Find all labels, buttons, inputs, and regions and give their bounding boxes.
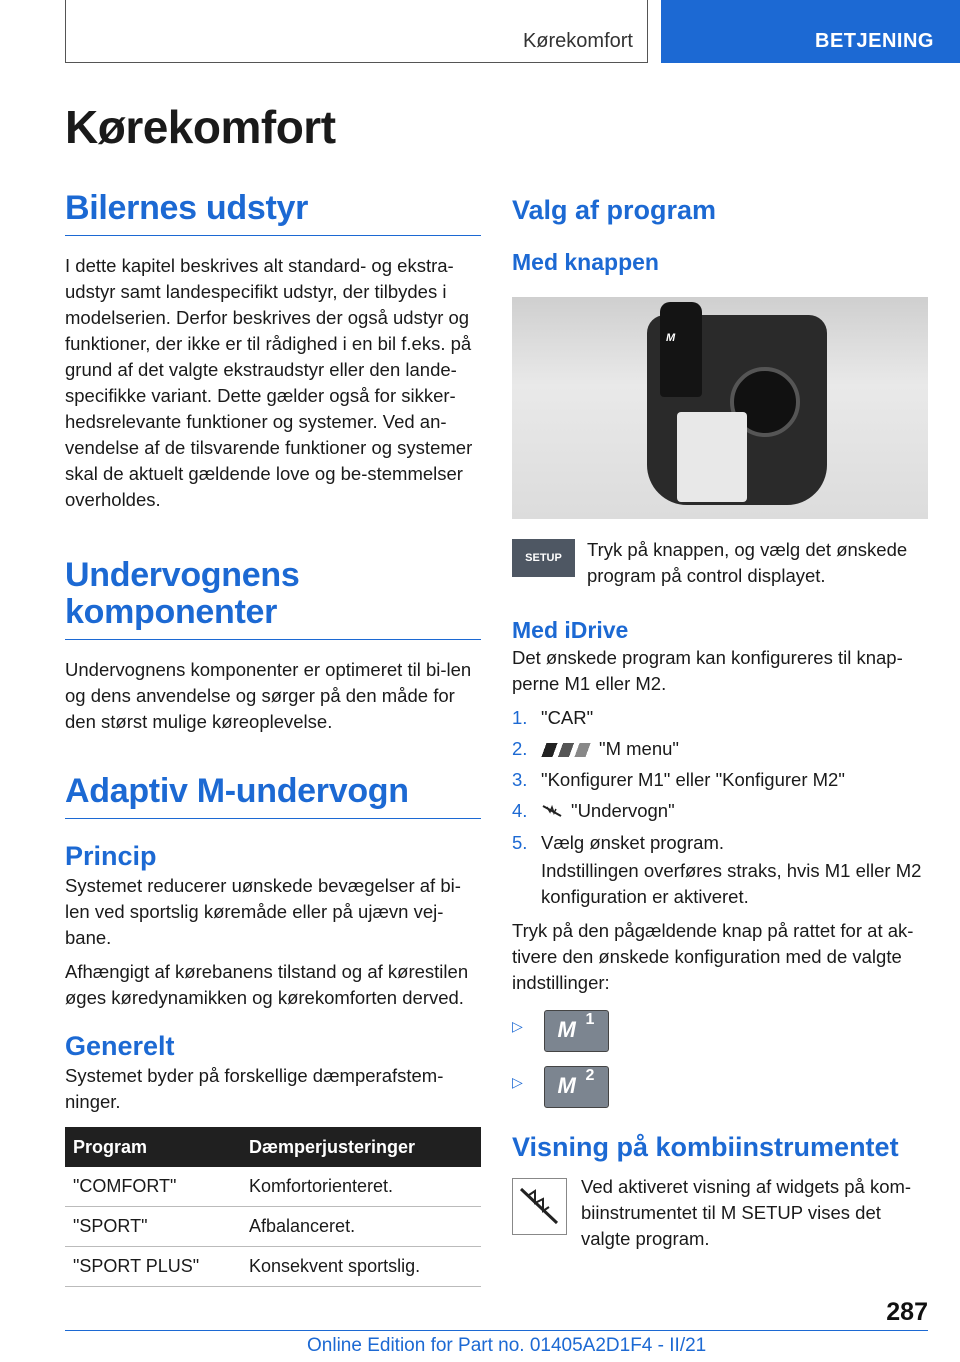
step-number: 1. (512, 707, 528, 728)
heading-valg-af-program: Valg af program (512, 195, 717, 225)
table-header-program: Program (65, 1127, 241, 1167)
table-cell-daemper: Afbalanceret. (241, 1207, 481, 1247)
setup-instruction (512, 537, 928, 589)
heading-undervognens-komponenter (65, 557, 481, 640)
step-text: "Konfigurer M1" eller "Konfigurer M2" (541, 769, 845, 790)
center-console-photo (512, 297, 928, 519)
step-text: "Undervogn" (571, 800, 675, 821)
paragraph-med-idrive: Det ønskede program kan konfigureres til knap-perne M1 eller M2. (512, 647, 903, 694)
paragraph-med-knappen: Tryk på knappen, og vælg det ønskede program på control displayet. (587, 539, 908, 586)
m1-number: 1 (585, 1011, 595, 1029)
bullet-triangle-icon: ▷ (512, 1018, 523, 1035)
table-header-daemper: Dæmperjusteringer (241, 1127, 481, 1167)
table-cell-program: "SPORT" (65, 1207, 241, 1247)
step-text: Vælg ønsket program. (541, 832, 725, 854)
setup-button-icon: SETUP (512, 539, 575, 577)
kombi-instruction (512, 1174, 928, 1252)
footer-divider (65, 1330, 928, 1331)
table-row (65, 1247, 481, 1287)
gear-lever-m-logo: M (666, 332, 676, 344)
step-text: "M menu" (599, 738, 679, 759)
list-item (512, 736, 928, 762)
paragraph-princip-1: Systemet reducerer uønskede bevægelser af bi-len ved sportslig køremåde eller på ujævn vej-bane. (65, 875, 461, 948)
bullet-m2 (512, 1066, 928, 1108)
list-item (512, 798, 928, 825)
table-cell-daemper: Konsekvent sportslig. (241, 1247, 481, 1287)
heading-med-knappen: Med knappen (512, 249, 659, 275)
table-header-row (65, 1127, 481, 1167)
heading-princip: Princip (65, 841, 157, 871)
header-section-label: Kørekomfort (522, 30, 633, 52)
step-number: 2. (512, 738, 528, 759)
header-chapter-label: BETJENING (815, 30, 934, 52)
footer-edition: Online Edition for Part no. 01405A2D1F4 - II/21 (307, 1335, 707, 1356)
heading-undervognens-line2: komponenter (65, 593, 278, 631)
heading-adaptiv-m-undervogn: Adaptiv M-undervogn (65, 773, 481, 819)
m-stripes-icon (541, 743, 591, 757)
step-number: 5. (512, 832, 528, 854)
shock-absorber-icon (541, 799, 565, 825)
console-tile (677, 412, 747, 502)
bullet-m1 (512, 1010, 928, 1052)
heading-bilernes-udstyr: Bilernes udstyr (65, 190, 481, 236)
page-number: 287 (886, 1298, 928, 1326)
header-section-box (65, 0, 648, 63)
heading-visning: Visning på kombiinstrumentet (512, 1132, 899, 1163)
table-cell-daemper: Komfortorienteret. (241, 1167, 481, 1207)
paragraph-visning: Ved aktiveret visning af widgets på kom-biinstrumentet til M SETUP vises det valgte program. (581, 1176, 912, 1250)
list-item (512, 767, 928, 793)
heading-generelt: Generelt (65, 1031, 175, 1061)
paragraph-rattet: Tryk på den pågældende knap på rattet for at ak-tivere den ønskede konfiguration med de valgte indstillinger: (512, 920, 914, 994)
step-number: 4. (512, 800, 528, 821)
page-title: Kørekomfort (65, 101, 336, 153)
table-row (65, 1207, 481, 1247)
gear-lever (660, 302, 702, 397)
header-chapter-tab[interactable] (661, 0, 960, 63)
bullet-triangle-icon: ▷ (512, 1074, 523, 1091)
list-item (512, 705, 928, 731)
step-number: 3. (512, 769, 528, 790)
damper-table (65, 1127, 481, 1287)
m1-button-icon (544, 1010, 609, 1052)
step-text: "CAR" (541, 707, 594, 728)
damper-setup-icon (512, 1178, 567, 1235)
right-column (512, 190, 928, 1252)
heading-med-idrive: Med iDrive (512, 617, 629, 643)
paragraph-generelt: Systemet byder på forskellige dæmperafstem-ninger. (65, 1065, 444, 1112)
idrive-steps (512, 705, 928, 856)
m1-letter: M (557, 1017, 576, 1043)
left-column (65, 190, 481, 1287)
m2-number: 2 (585, 1067, 595, 1085)
heading-undervognens-line1: Undervognens (65, 556, 300, 594)
paragraph-bilernes-udstyr: I dette kapitel beskrives alt standard- og ekstra-udstyr samt landespecifikt udstyr, der tilbydes i modelserien. Derfor beskrives der også udstyr og funktioner, der ikke er til rådighed i en bil f.eks. på grund af det valgte ekstraudstyr eller den lande-specifikke variant. Dette gælder også for sikker-hedsrelevante funktioner og systemer. Ved an-vendelse af de tilsvarende funktioner og systemer skal de aktuelt gældende love og be-stemmelser overholdes. (65, 255, 473, 510)
paragraph-princip-2: Afhængigt af kørebanens tilstand og af kørestilen øges køredynamikken og kørekomforten derved. (65, 961, 469, 1008)
table-cell-program: "SPORT PLUS" (65, 1247, 241, 1287)
list-item (512, 830, 928, 856)
m2-button-icon (544, 1066, 609, 1108)
table-row (65, 1167, 481, 1207)
table-cell-program: "COMFORT" (65, 1167, 241, 1207)
paragraph-undervognens: Undervognens komponenter er optimeret til bi-len og dens anvendelse og sørger på den måde for den størst mulige køreoplevelse. (65, 659, 472, 732)
m2-letter: M (557, 1073, 576, 1099)
step5-note: Indstillingen overføres straks, hvis M1 eller M2 konfiguration er aktiveret. (541, 860, 922, 908)
